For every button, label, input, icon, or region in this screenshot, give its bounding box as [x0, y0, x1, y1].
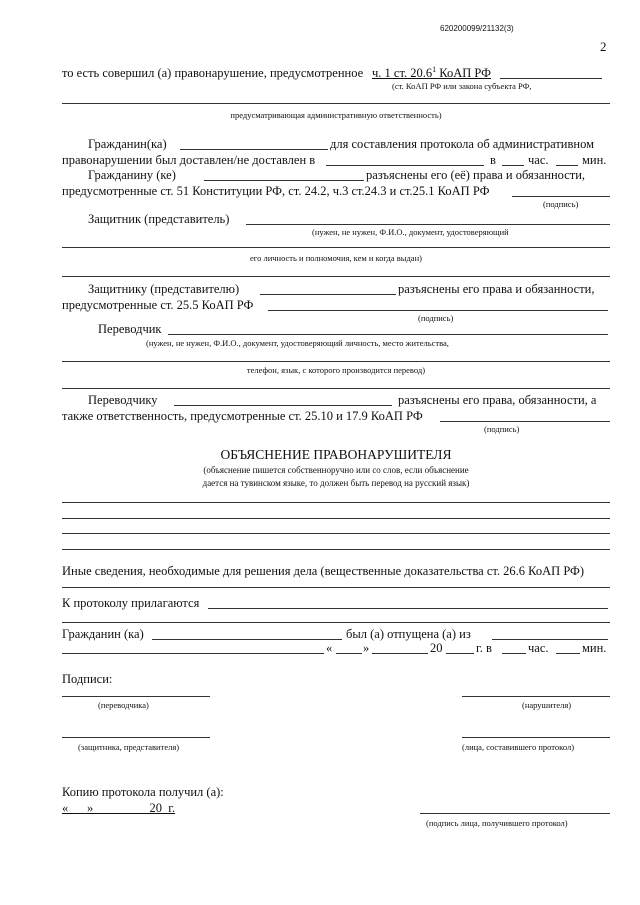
offense-hint-1: (ст. КоАП РФ или закона субъекта РФ,	[392, 81, 532, 91]
signatures-title: Подписи:	[62, 672, 113, 686]
delivered-hour: час.	[528, 153, 549, 167]
rights-text: разъяснены его (её) права и обязанности,	[366, 168, 586, 182]
released-hour: час.	[528, 641, 549, 655]
delivered-line2: правонарушении был доставлен/не доставлен в	[62, 153, 316, 167]
translator-sign-line	[62, 696, 210, 697]
released-place-line	[492, 639, 608, 640]
released-min-line	[556, 653, 580, 654]
translator-rights-lead: Переводчику	[88, 393, 158, 407]
delivered-lead: Гражданин(ка)	[88, 137, 167, 151]
copy-date: « » 20 г.	[62, 801, 176, 815]
translator-sign-label: (переводчика)	[98, 700, 149, 710]
translator-line-2	[62, 361, 610, 362]
copy-sign-line	[420, 813, 610, 814]
defender-line-2	[62, 247, 610, 248]
translator-rights-sign-line	[440, 421, 610, 422]
rights-sign-line	[512, 196, 610, 197]
defender-rights-sign-hint: (подпись)	[418, 313, 454, 323]
defender-line-3	[62, 276, 610, 277]
released-hour-line	[502, 653, 526, 654]
translator-rights-line2: также ответственность, предусмотренные ст. 25.10 и 17.9 КоАП РФ	[62, 409, 423, 423]
translator-hint-1: (нужен, не нужен, Ф.И.О., документ, удостоверяющий личность, место жительства,	[146, 338, 449, 348]
delivered-in: в	[490, 153, 496, 167]
defender-rights-name-line	[260, 294, 396, 295]
defender-rights-lead: Защитнику (представителю)	[88, 282, 240, 296]
delivered-text: для составления протокола об административном	[330, 137, 595, 151]
explanation-title: ОБЪЯСНЕНИЕ ПРАВОНАРУШИТЕЛЯ	[220, 447, 452, 462]
delivered-min-line	[556, 165, 578, 166]
translator-rights-text: разъяснены его права, обязанности, а	[398, 393, 597, 407]
defender-lead: Защитник (представитель)	[88, 212, 230, 226]
translator-line-3	[62, 388, 610, 389]
released-year-suffix: г. в	[476, 641, 492, 655]
translator-hint-2: телефон, язык, с которого производится перевод)	[246, 365, 426, 375]
released-text: был (а) отпущена (а) из	[346, 627, 471, 641]
offense-article: ч. 1 ст. 20.6$^1$ КоАП РФ	[372, 64, 491, 80]
released-year: 20	[430, 641, 443, 655]
delivered-hour-line	[502, 165, 524, 166]
violator-sign-line	[462, 696, 610, 697]
copy-text: Копию протокола получил (а):	[62, 785, 224, 799]
translator-rights-name-line	[174, 405, 392, 406]
delivered-name-line	[180, 149, 328, 150]
page-number: 2	[600, 39, 607, 54]
offense-text: то есть совершил (а) правонарушение, предусмотренное	[62, 66, 364, 80]
officer-sign-line	[462, 737, 610, 738]
copy-recipient-label: (подпись лица, получившего протокол)	[426, 818, 568, 828]
officer-sign-label: (лица, составившего протокол)	[462, 742, 575, 752]
defender-hint-2: его личность и полномочия, кем и когда выдан)	[250, 253, 422, 263]
released-quote-close: »	[363, 641, 370, 655]
translator-lead: Переводчик	[98, 322, 162, 336]
attached-text: К протоколу прилагаются	[62, 596, 200, 610]
defender-sign-line	[62, 737, 210, 738]
explanation-hint-1: (объяснение пишется собственноручно или со слов, если объяснение	[203, 465, 469, 475]
released-min: мин.	[582, 641, 607, 655]
released-month-line	[372, 653, 428, 654]
document-number: 620200099/21132(3)	[440, 24, 514, 33]
rights-sign-hint: (подпись)	[543, 199, 579, 209]
delivered-place-line	[326, 165, 484, 166]
explanation-line	[62, 502, 610, 503]
defender-rights-line2: предусмотренные ст. 25.5 КоАП РФ	[62, 298, 254, 312]
defender-rights-text: разъяснены его права и обязанности,	[398, 282, 595, 296]
attached-line	[208, 608, 608, 609]
attached-line-2	[62, 622, 610, 623]
other-info-line	[62, 587, 610, 588]
released-lead: Гражданин (ка)	[62, 627, 144, 641]
translator-line	[168, 334, 608, 335]
explanation-line	[62, 533, 610, 534]
rights-lead: Гражданину (ке)	[88, 168, 176, 182]
defender-rights-sign-line	[268, 310, 608, 311]
other-info-text: Иные сведения, необходимые для решения дела (вещественные доказательства ст. 26.6 КоАП РФ)	[62, 564, 585, 578]
offense-line	[500, 78, 602, 79]
defender-sign-label: (защитника, представителя)	[78, 742, 180, 752]
released-name-line	[152, 639, 342, 640]
explanation-line	[62, 549, 610, 550]
rights-name-line	[204, 180, 364, 181]
defender-hint-1: (нужен, не нужен, Ф.И.О., документ, удостоверяющий	[312, 227, 509, 237]
offense-hint-2: предусматривающая административную ответственность)	[230, 110, 442, 120]
defender-line	[246, 224, 610, 225]
delivered-min: мин.	[582, 153, 607, 167]
released-line-2	[62, 653, 324, 654]
released-year-line	[446, 653, 474, 654]
translator-rights-sign-hint: (подпись)	[484, 424, 520, 434]
explanation-hint-2: дается на тувинском языке, то должен быть перевод на русский язык)	[202, 478, 470, 488]
offense-line-2	[62, 103, 610, 104]
released-day-line	[336, 653, 362, 654]
released-quote-open: «	[326, 641, 333, 655]
violator-sign-label: (нарушителя)	[522, 700, 572, 710]
rights-line2: предусмотренные ст. 51 Конституции РФ, ст. 24.2, ч.3 ст.24.3 и ст.25.1 КоАП РФ	[62, 184, 490, 198]
explanation-line	[62, 518, 610, 519]
